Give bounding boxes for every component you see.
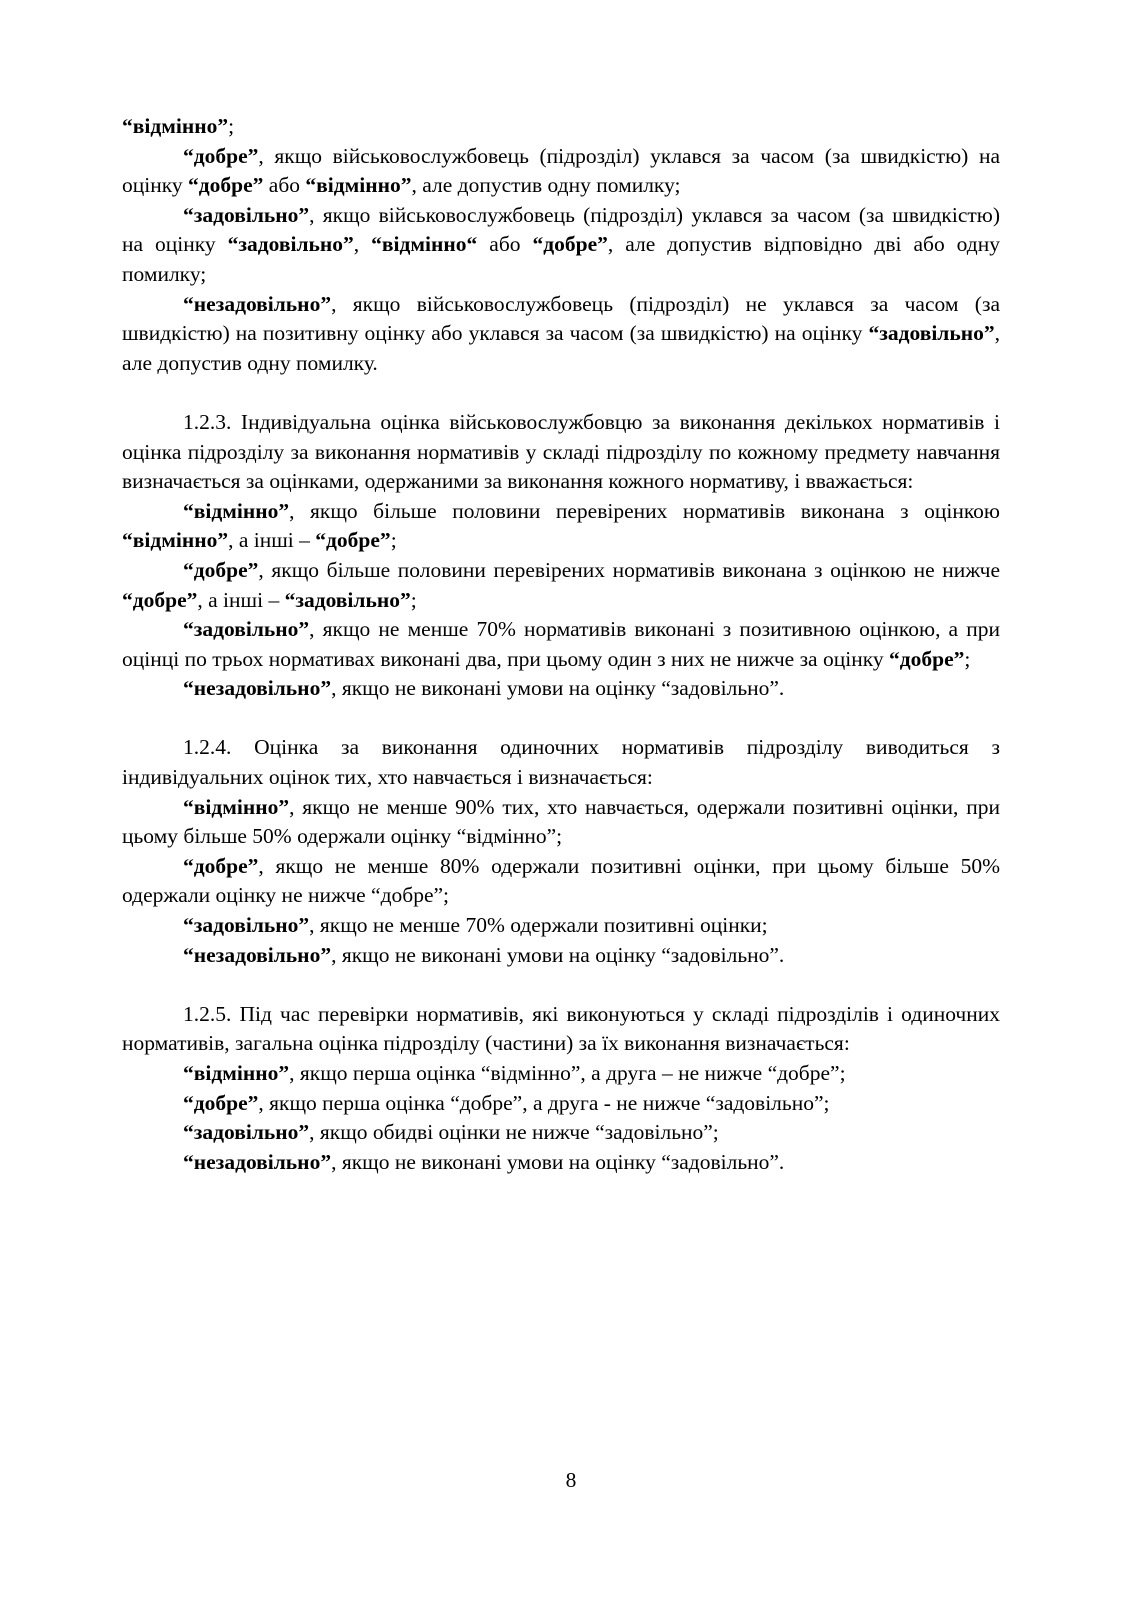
paragraph-spacer — [122, 378, 1000, 408]
paragraph: 1.2.3. Індивідуальна оцінка військовослужбовцю за виконання декількох нормативів і оцінка підрозділу за виконання нормативів у складі підрозділу по кожному предмету навчання визначається за оцінками, одержаними за виконання кожного нормативу, і вважається: — [122, 409, 1000, 494]
paragraph: “задовільно”, якщо не менше 70% нормативів виконані з позитивною оцінкою, а при оцінці по трьох нормативах виконані два, при цьому один з них не нижче за оцінку “добре”; — [122, 617, 1000, 671]
paragraph: “відмінно”, якщо перша оцінка “відмінно”, а друга – не нижче “добре”; — [183, 1061, 846, 1085]
paragraph: “задовільно”, якщо не менше 70% одержали позитивні оцінки; — [183, 913, 768, 938]
paragraph: “незадовільно”, якщо не виконані умови на оцінку “задовільно”. — [183, 1149, 785, 1174]
paragraph: “незадовільно”, якщо військовослужбовець (підрозділ) не уклався за часом (за швидкістю) на позитивну оцінку або уклався за часом (за швидкістю) на оцінку “задовільно”, але допустив одну помилку. — [122, 291, 1000, 375]
paragraph: “задовільно”, якщо обидві оцінки не нижче “задовільно”; — [183, 1120, 719, 1145]
paragraph-spacer — [122, 704, 1000, 734]
paragraph: “задовільно”, якщо військовослужбовець (підрозділ) уклався за часом (за швидкістю) на оцінку “задовільно”, “відмінно“ або “добре”, але допустив відповідно дві або одну помилку; — [122, 202, 1001, 286]
paragraph: “відмінно”, якщо більше половини перевірених нормативів виконана з оцінкою “відмінно”, а інші – “добре”; — [122, 498, 1000, 553]
document-body — [122, 112, 1000, 1177]
paragraph: “незадовільно”, якщо не виконані умови на оцінку “задовільно”. — [183, 942, 785, 967]
paragraph: “відмінно”, якщо не менше 90% тих, хто навчається, одержали позитивні оцінки, при цьому більше 50% одержали оцінку “відмінно”; — [122, 794, 1000, 849]
paragraph: “добре”, якщо військовослужбовець (підрозділ) уклався за часом (за швидкістю) на оцінку “добре” або “відмінно”, але допустив одну помилку; — [122, 143, 1000, 198]
paragraph: “відмінно”; — [122, 114, 235, 138]
paragraph: “добре”, якщо не менше 80% одержали позитивні оцінки, при цьому більше 50% одержали оцінку не нижче “добре”; — [122, 853, 1000, 908]
page-number: 8 — [565, 1468, 577, 1492]
paragraph: “добре”, якщо більше половини перевірених нормативів виконана з оцінкою не нижче “добре”, а інші – “задовільно”; — [122, 557, 1000, 612]
paragraph: 1.2.4. Оцінка за виконання одиночних нормативів підрозділу виводиться з індивідуальних оцінок тих, хто навчається і визначається: — [122, 735, 1000, 790]
paragraph-spacer — [122, 970, 1000, 1000]
paragraph: 1.2.5. Під час перевірки нормативів, які виконуються у складі підрозділів і одиночних нормативів, загальна оцінка підрозділу (частини) за їх виконання визначається: — [122, 1001, 1000, 1056]
paragraph: “незадовільно”, якщо не виконані умови на оцінку “задовільно”. — [183, 676, 785, 701]
paragraph: “добре”, якщо перша оцінка “добре”, а друга - не нижче “задовільно”; — [183, 1090, 830, 1115]
